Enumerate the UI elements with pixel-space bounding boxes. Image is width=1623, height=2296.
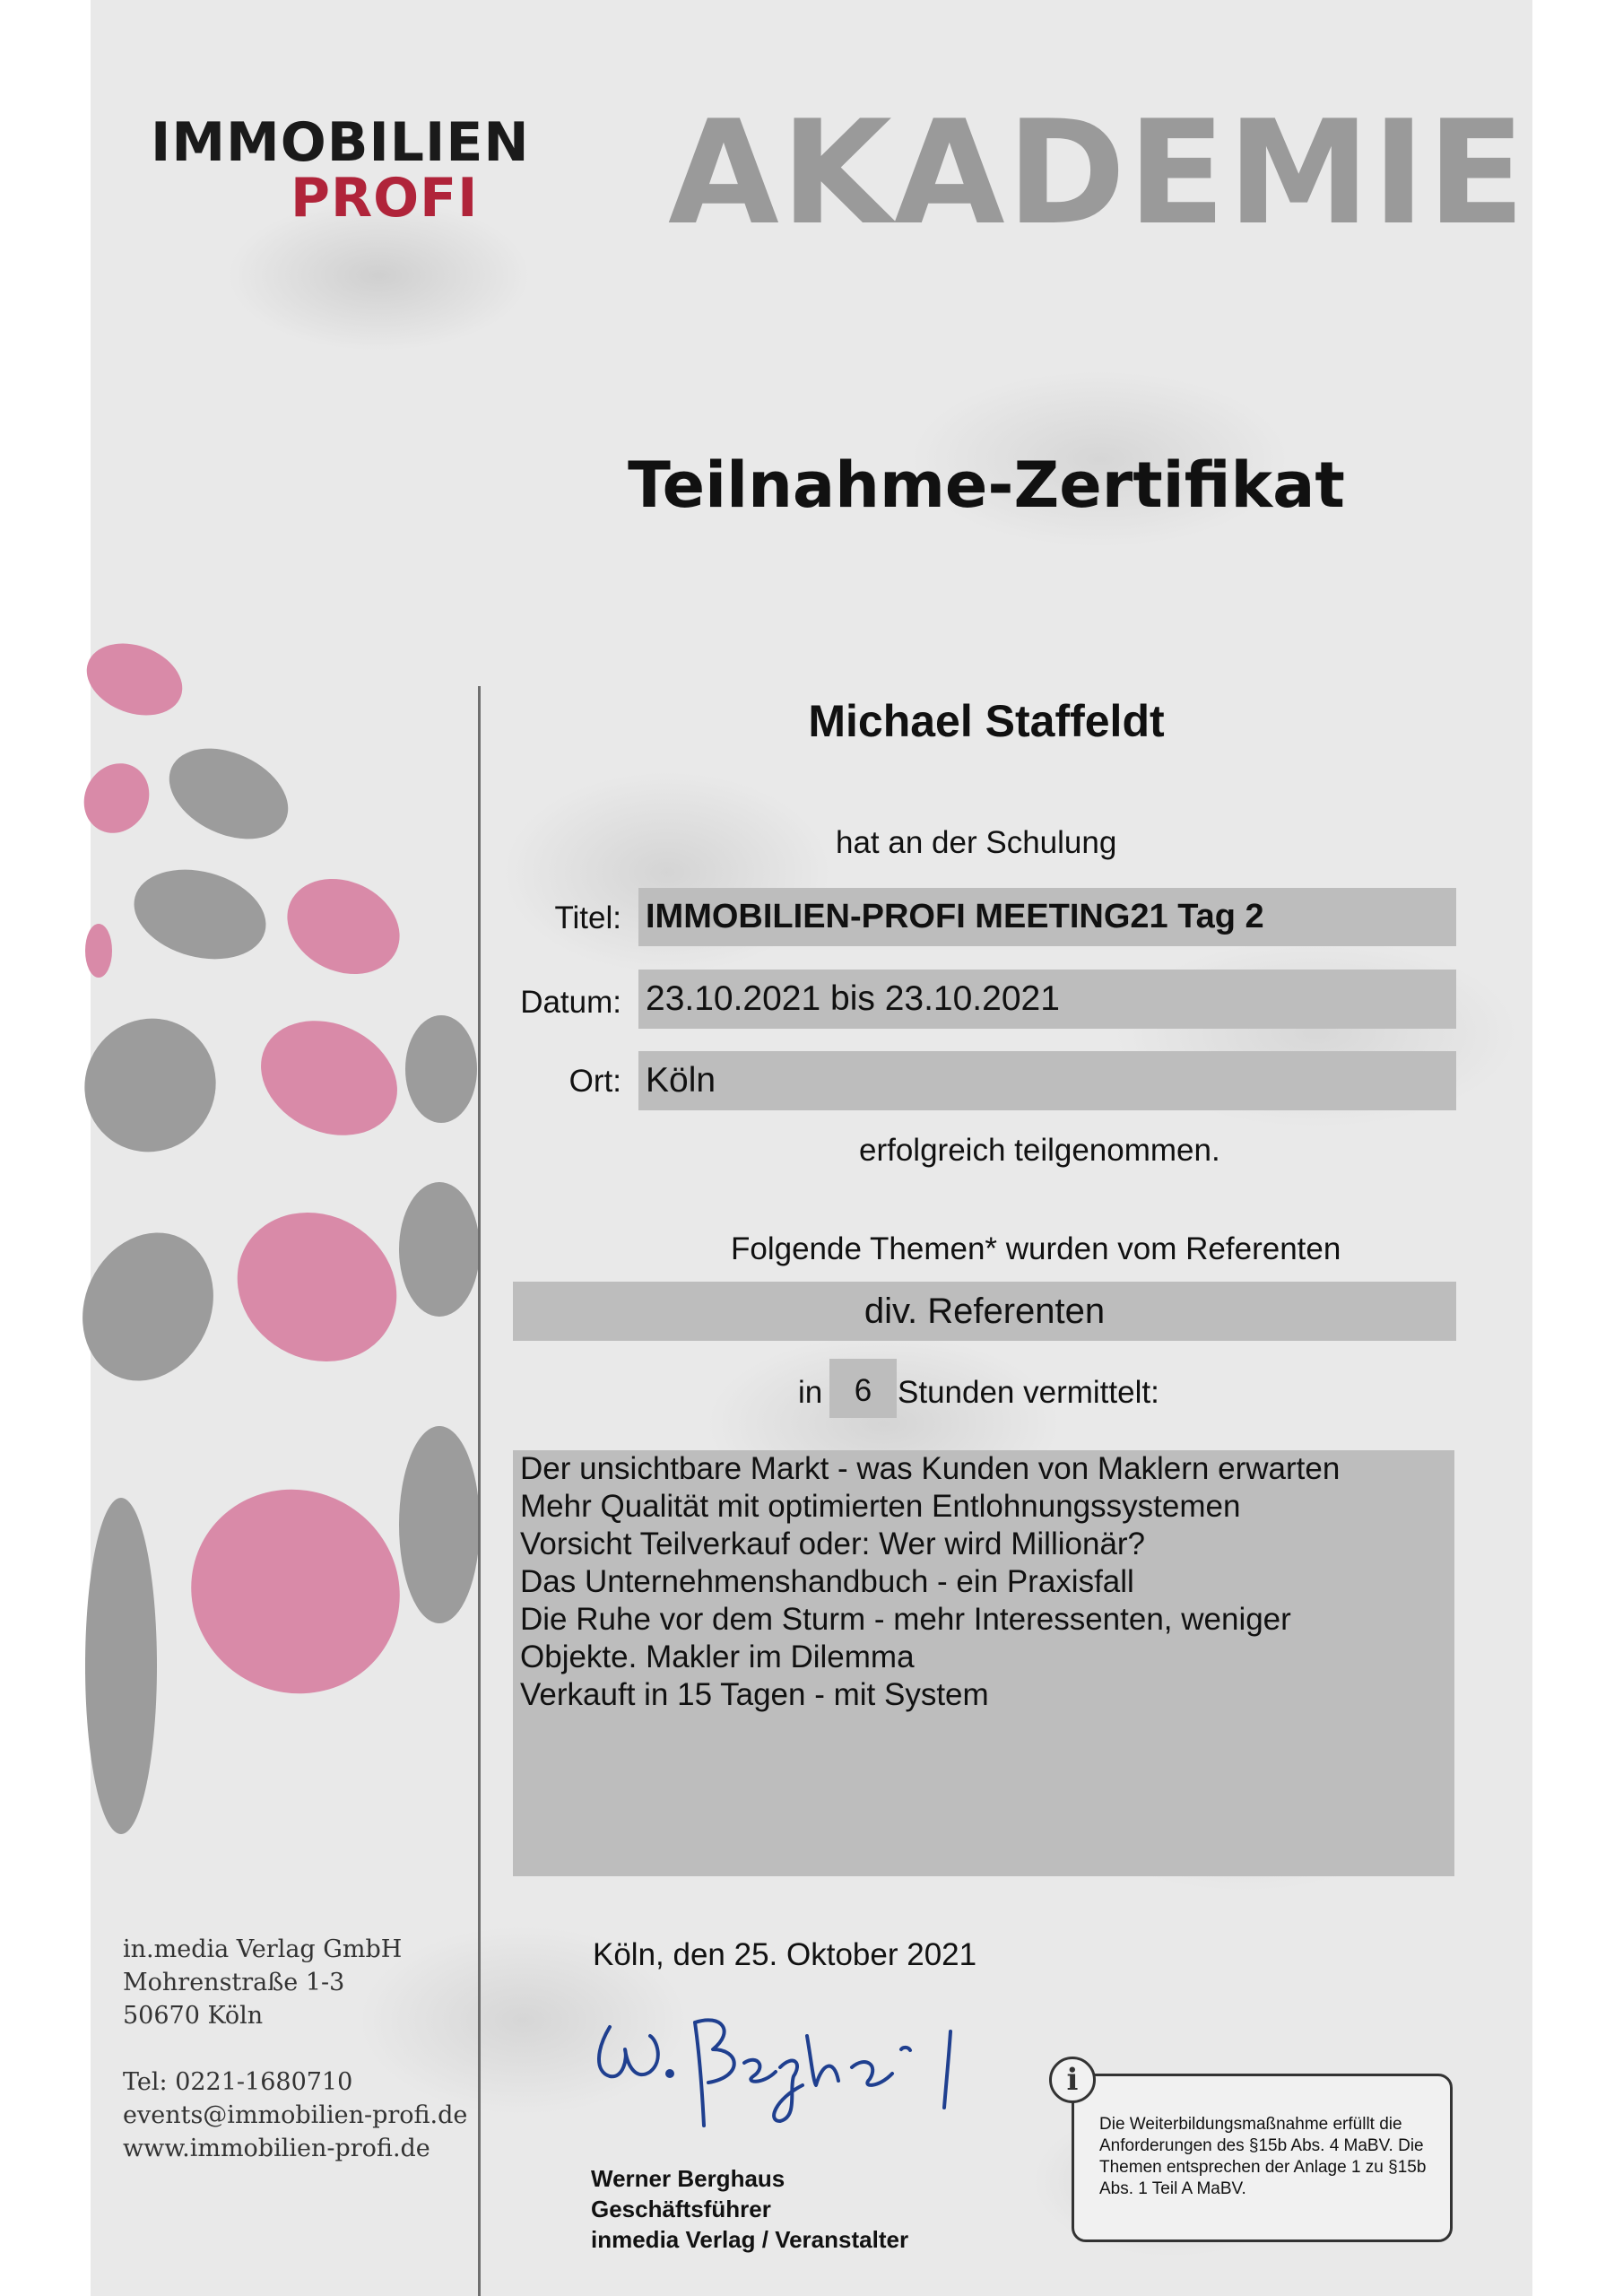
company-phone: Tel: 0221-1680710 — [123, 2068, 353, 2096]
referent-field: div. Referenten — [513, 1282, 1456, 1341]
logo-line-1: IMMOBILIEN — [151, 111, 530, 174]
in-label: in — [798, 1375, 823, 1410]
certificate-title: Teilnahme-Zertifikat — [628, 448, 1345, 522]
topic-item: Verkauft in 15 Tagen - mit System — [520, 1677, 989, 1712]
datum-label: Datum: — [520, 985, 621, 1020]
topic-item: Vorsicht Teilverkauf oder: Wer wird Millionär? — [520, 1526, 1146, 1561]
topic-item: Mehr Qualität mit optimierten Entlohnungssystemen — [520, 1489, 1241, 1524]
company-address — [123, 1933, 467, 2165]
immobilien-profi-logo — [151, 111, 530, 230]
topic-item: Objekte. Makler im Dilemma — [520, 1639, 915, 1674]
participant-name: Michael Staffeldt — [808, 696, 1165, 746]
themes-intro: Folgende Themen* wurden vom Referenten — [731, 1231, 1341, 1266]
company-email: events@immobilien-profi.de — [123, 2101, 468, 2129]
akademie-heading: AKADEMIE — [668, 89, 1527, 257]
place-date: Köln, den 25. Oktober 2021 — [593, 1937, 977, 1972]
info-icon: i — [1049, 2057, 1096, 2103]
signer-block — [591, 2163, 908, 2255]
hours-suffix: Stunden vermittelt: — [898, 1375, 1159, 1410]
company-name: in.media Verlag GmbH — [123, 1935, 403, 1963]
titel-field: IMMOBILIEN-PROFI MEETING21 Tag 2 — [638, 888, 1456, 946]
ort-field: Köln — [638, 1051, 1456, 1110]
topic-item: Die Ruhe vor dem Sturm - mehr Interessenten, weniger — [520, 1602, 1291, 1637]
company-city: 50670 Köln — [123, 2002, 264, 2030]
vertical-divider — [478, 686, 481, 2296]
topic-item: Der unsichtbare Markt - was Kunden von Maklern erwarten — [520, 1451, 1341, 1486]
hours-field: 6 — [829, 1359, 897, 1418]
datum-field: 23.10.2021 bis 23.10.2021 — [638, 970, 1456, 1029]
handwritten-signature — [587, 2000, 982, 2135]
signer-name: Werner Berghaus — [591, 2165, 785, 2192]
topics-box — [513, 1450, 1454, 1876]
signer-org: inmedia Verlag / Veranstalter — [591, 2226, 909, 2253]
company-street: Mohrenstraße 1-3 — [123, 1969, 345, 1996]
mabv-info-text: Die Weiterbildungsmaßnahme erfüllt die Anforderungen des §15b Abs. 4 MaBV. Die Themen entsprechen der Anlage 1 zu §15b Abs. 1 Teil A MaBV. — [1099, 2115, 1427, 2198]
ort-label: Ort: — [568, 1064, 621, 1099]
mabv-info-box — [1072, 2074, 1453, 2242]
logo-line-2: PROFI — [291, 167, 479, 230]
company-web: www.immobilien-profi.de — [123, 2135, 430, 2162]
success-text: erfolgreich teilgenommen. — [859, 1133, 1220, 1168]
topic-item: Das Unternehmenshandbuch - ein Praxisfall — [520, 1564, 1134, 1599]
signer-role: Geschäftsführer — [591, 2196, 771, 2222]
intro-text: hat an der Schulung — [836, 825, 1117, 860]
titel-label: Titel: — [554, 900, 621, 935]
